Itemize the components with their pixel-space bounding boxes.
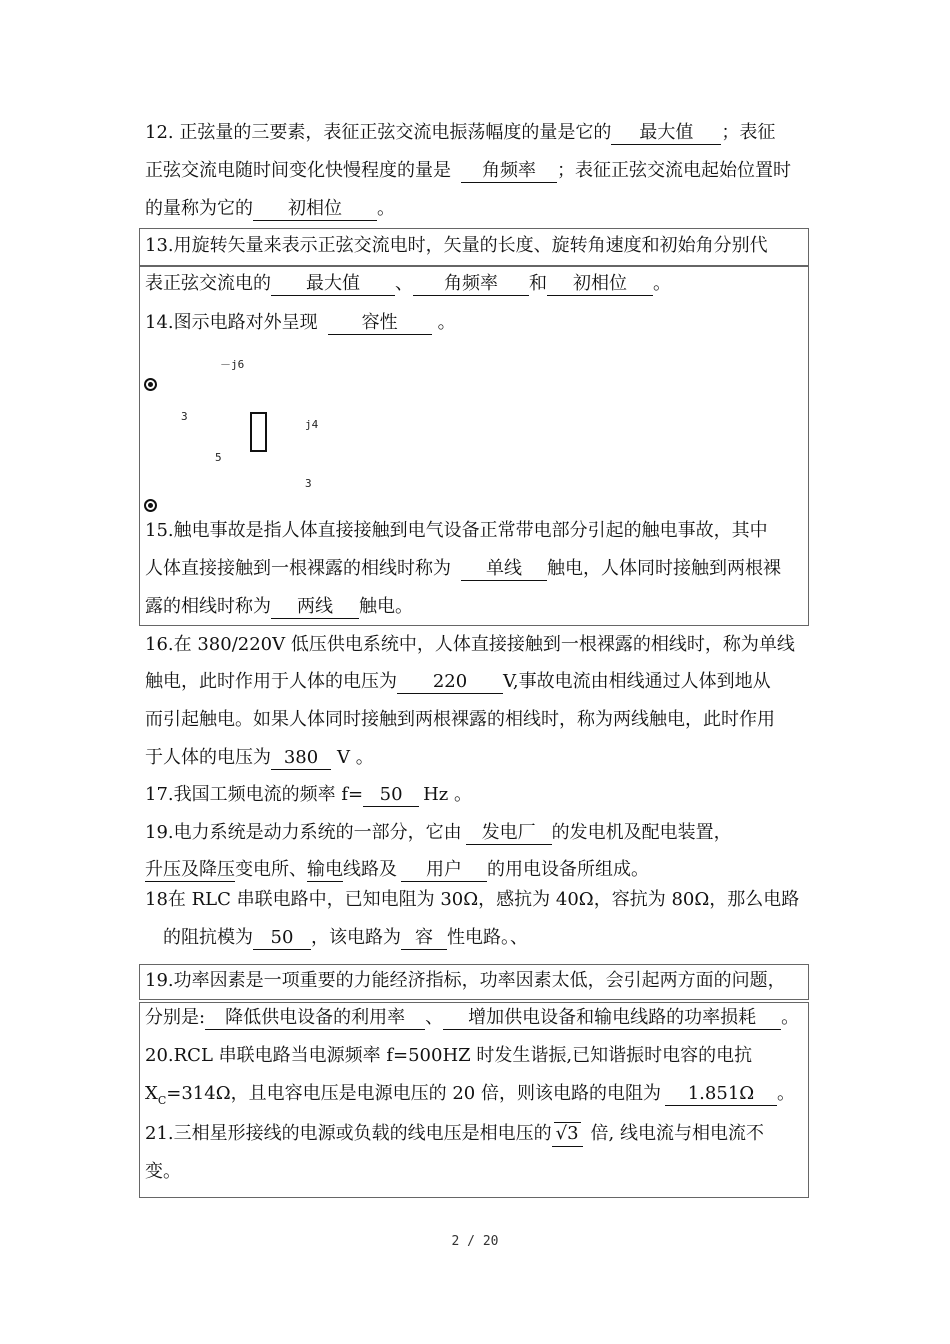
q13-sep-1: 、 bbox=[395, 273, 413, 294]
q13-text-1: 表正弦交流电的 bbox=[145, 273, 271, 294]
q15-text-2: 触电，人体同时接触到两根裸 bbox=[547, 558, 781, 579]
q21-line-1 bbox=[145, 1122, 764, 1147]
q13-end: 。 bbox=[653, 273, 671, 294]
q20-text-1: =314Ω，且电容电压是电源电压的 20 倍，则该电路的电阻为 bbox=[166, 1083, 661, 1104]
q19b-text-1: 分别是: bbox=[145, 1007, 206, 1028]
q15-answer-1: 单线 bbox=[461, 558, 547, 581]
q16-text-1: 触电，此时作用于人体的电压为 bbox=[145, 671, 397, 692]
q12-line-1 bbox=[145, 121, 775, 145]
circuit-label-3b: 3 bbox=[305, 477, 312, 490]
q19a-underlined-2: 输电 bbox=[307, 859, 343, 880]
q20-x: X bbox=[145, 1083, 158, 1104]
q15-text-3: 露的相线时称为 bbox=[145, 596, 271, 617]
q16-answer-2: 380 bbox=[271, 747, 331, 770]
q19a-line-2 bbox=[145, 858, 649, 882]
q19b-sep: 、 bbox=[425, 1007, 444, 1028]
q21-text-1: 21.三相星形接线的电源或负载的线电压是相电压的 bbox=[145, 1123, 552, 1144]
q20-sub: C bbox=[157, 1094, 167, 1107]
q17-answer: 50 bbox=[363, 784, 419, 807]
q19a-text-6: 的用电设备所组成。 bbox=[487, 859, 649, 880]
q14-answer: 容性 bbox=[328, 312, 432, 335]
q16-text-4: V 。 bbox=[337, 747, 374, 768]
q15-text-4: 触电。 bbox=[359, 596, 413, 617]
q14-text: 14.图示电路对外呈现 bbox=[145, 312, 318, 333]
q13-answer-2: 角频率 bbox=[413, 273, 529, 296]
q20-line-2 bbox=[145, 1082, 795, 1113]
q19a-text-1: 19.电力系统是动力系统的一部分，它由 bbox=[145, 822, 462, 843]
circuit-label-5: 5 bbox=[215, 451, 222, 464]
q19a-underlined-1: 升压及降压 bbox=[145, 859, 235, 880]
q17-line bbox=[145, 783, 472, 807]
q19b-end: 。 bbox=[781, 1007, 800, 1028]
q16-line-2 bbox=[145, 670, 771, 694]
q12-text-3: 正弦交流电随时间变化快慢程度的量是 bbox=[145, 160, 451, 181]
q19b-line-1: 19.功率因素是一项重要的力能经济指标，功率因素太低，会引起两方面的问题， bbox=[145, 970, 786, 991]
impedance-element bbox=[250, 412, 267, 452]
q19a-answer-2: 用户 bbox=[401, 859, 487, 882]
q15-line-2 bbox=[145, 557, 781, 581]
q13-line-2 bbox=[145, 272, 671, 296]
q18-text-2: ，该电路为 bbox=[311, 927, 401, 948]
q15-line-3 bbox=[145, 595, 413, 619]
sqrt-value: √3 bbox=[555, 1123, 579, 1144]
page-number: 2 / 20 bbox=[451, 1234, 499, 1249]
q18-answer-1: 50 bbox=[253, 927, 311, 950]
q20-line-1: 20.RCL 串联电路当电源频率 f=500HZ 时发生谐振,已知谐振时电容的电抗 bbox=[145, 1045, 753, 1066]
q13-answer-1: 最大值 bbox=[271, 273, 395, 296]
q20-answer: 1.851Ω bbox=[665, 1083, 777, 1106]
q21-line-2: 变。 bbox=[145, 1161, 181, 1182]
q19b-answer-1: 降低供电设备的利用率 bbox=[205, 1007, 425, 1030]
q12-line-3 bbox=[145, 197, 395, 221]
q12-answer-angular-frequency: 角频率 bbox=[461, 160, 557, 183]
q18-text-1: 的阻抗模为 bbox=[163, 927, 253, 948]
circuit-label-3a: 3 bbox=[181, 410, 188, 423]
circuit-label-j4: j4 bbox=[305, 418, 319, 431]
q12-text-4: ；表征正弦交流电起始位置时 bbox=[557, 160, 791, 181]
q17-text-2: Hz 。 bbox=[423, 784, 472, 805]
circuit-label-j6: －j6 bbox=[220, 358, 245, 371]
q16-line-3: 而引起触电。如果人体同时接触到两根裸露的相线时，称为两线触电，此时作用 bbox=[145, 709, 775, 730]
q17-text-1: 17.我国工频电流的频率 f= bbox=[145, 784, 364, 805]
q15-line-1: 15.触电事故是指人体直接接触到电气设备正常带电部分引起的触电事故，其中 bbox=[145, 520, 768, 541]
q19a-text-5: 线路及 bbox=[343, 859, 397, 880]
q13-answer-3: 初相位 bbox=[547, 273, 653, 296]
q16-answer-1: 220 bbox=[397, 671, 503, 694]
q14-end: 。 bbox=[437, 312, 456, 333]
q15-text-1: 人体直接接触到一根裸露的相线时称为 bbox=[145, 558, 451, 579]
q12-answer-amplitude: 最大值 bbox=[611, 122, 721, 145]
q13-line-1: 13.用旋转矢量来表示正弦交流电时，矢量的长度、旋转角速度和初始角分别代 bbox=[145, 235, 768, 256]
q21-text-2: 倍, 线电流与相电流不 bbox=[590, 1123, 764, 1144]
q16-line-4 bbox=[145, 746, 374, 770]
q19a-text-2: 的发电机及配电装置， bbox=[551, 822, 732, 843]
terminal-top bbox=[144, 378, 157, 391]
q19b-line-2 bbox=[145, 1006, 799, 1030]
q18-text-3: 性电路。、 bbox=[447, 927, 528, 948]
q18-line-1: 18在 RLC 串联电路中，已知电阻为 30Ω，感抗为 40Ω，容抗为 80Ω，那么电路 bbox=[145, 889, 800, 910]
q15-answer-2: 两线 bbox=[271, 596, 359, 619]
q12-text-6: 。 bbox=[377, 198, 395, 219]
q16-text-3: 于人体的电压为 bbox=[145, 747, 271, 768]
q19a-text-4: 、 bbox=[289, 859, 307, 880]
q13-sep-2: 和 bbox=[529, 273, 547, 294]
q20-end: 。 bbox=[776, 1083, 795, 1104]
q16-text-2: V,事故电流由相线通过人体到地从 bbox=[503, 671, 771, 692]
q18-line-2 bbox=[163, 926, 528, 950]
q19a-answer-1: 发电厂 bbox=[466, 822, 552, 845]
q12-answer-initial-phase: 初相位 bbox=[253, 198, 377, 221]
q21-answer-root3 bbox=[552, 1122, 583, 1147]
q12-text-2: ；表征 bbox=[721, 122, 776, 143]
q12-text-1: 12. 正弦量的三要素，表征正弦交流电振荡幅度的量是它的 bbox=[145, 122, 612, 143]
q16-line-1: 16.在 380/220V 低压供电系统中，人体直接接触到一根裸露的相线时，称为单线 bbox=[145, 634, 795, 655]
q12-text-5: 的量称为它的 bbox=[145, 198, 253, 219]
q19a-text-3: 变电所 bbox=[235, 859, 289, 880]
q12-line-2 bbox=[145, 159, 791, 183]
q19a-line-1 bbox=[145, 821, 732, 845]
q18-answer-2: 容 bbox=[401, 927, 447, 950]
terminal-bottom bbox=[144, 499, 157, 512]
q19b-answer-2: 增加供电设备和输电线路的功率损耗 bbox=[443, 1007, 781, 1030]
q14-line bbox=[145, 311, 456, 335]
